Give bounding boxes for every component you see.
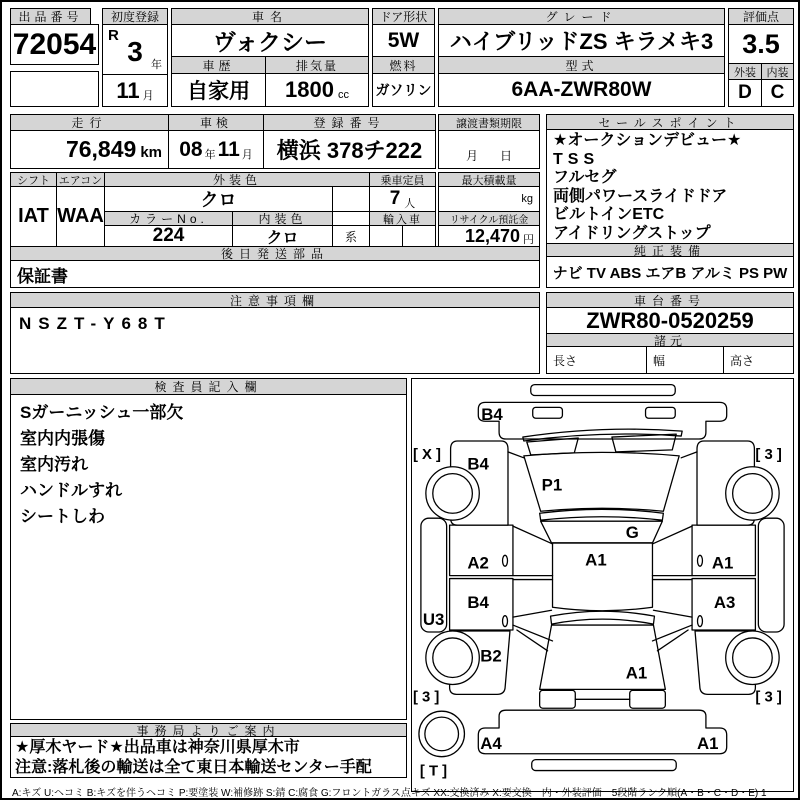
interior-color-value: クロ bbox=[232, 225, 333, 247]
fuel-value: ガソリン bbox=[372, 73, 435, 107]
front-top-strip bbox=[531, 385, 675, 396]
displacement-value-cell bbox=[265, 73, 369, 107]
history-value: 自家用 bbox=[171, 73, 266, 107]
year-unit: 年 bbox=[151, 59, 162, 71]
inspector-note-item: ハンドルすれ bbox=[20, 481, 122, 500]
displacement-header: 排気量 bbox=[265, 56, 369, 74]
door-handle bbox=[698, 616, 703, 627]
damage-code-tailgate: A1 bbox=[625, 663, 648, 683]
model-code-value: 6AA-ZWR80W bbox=[438, 73, 725, 107]
sales-points-header: セールスポイント bbox=[546, 114, 794, 130]
first-registration-month: 11 bbox=[116, 77, 140, 103]
fog-lamp-right bbox=[646, 407, 676, 418]
damage-code-rear-bumper-right: A1 bbox=[697, 733, 719, 753]
inspector-note-item: 室内内張傷 bbox=[20, 429, 105, 448]
spec-width-cell: 幅 bbox=[646, 346, 724, 374]
color-no-header: カラーNo. bbox=[104, 211, 233, 226]
fold-line bbox=[681, 452, 697, 458]
damage-code-quarter-left: B2 bbox=[480, 646, 502, 666]
auction-no-header: 出品番号 bbox=[10, 8, 91, 25]
spare-tire-inner bbox=[425, 717, 459, 751]
later-parts-header: 後日発送部品 bbox=[10, 246, 540, 261]
transfer-docs-header: 譲渡書類期限 bbox=[438, 114, 540, 131]
door-handle bbox=[698, 555, 703, 566]
damage-code-windshield: G bbox=[625, 522, 639, 542]
interior-score-header: 内装 bbox=[761, 63, 794, 80]
office-notice-line: ★厚木ヤード★出品車は神奈川県厚木市 bbox=[15, 739, 300, 756]
displacement-unit: cc bbox=[337, 89, 349, 101]
inspector-note-item: シートしわ bbox=[20, 507, 105, 526]
import-car-cell-2 bbox=[402, 225, 436, 247]
shift-header: シフト bbox=[10, 172, 57, 187]
transfer-docs-cell bbox=[438, 130, 540, 169]
car-name-value: ヴォクシー bbox=[171, 24, 369, 57]
recycle-deposit-unit: 円 bbox=[523, 233, 534, 246]
door-handle bbox=[503, 555, 508, 566]
first-registration-month-cell bbox=[102, 74, 168, 107]
wheel-front-right-inner bbox=[733, 474, 773, 514]
damage-code-hood: P1 bbox=[541, 475, 563, 495]
door-shape-header: ドア形状 bbox=[372, 8, 435, 25]
spec-height-cell: 高さ bbox=[723, 346, 794, 374]
fog-lamp-left bbox=[533, 407, 563, 418]
windshield bbox=[541, 521, 663, 543]
aircon-header: エアコン bbox=[56, 172, 105, 187]
exterior-color-header: 外装色 bbox=[104, 172, 370, 187]
history-header: 車歴 bbox=[171, 56, 266, 74]
wheel-rear-right-inner bbox=[733, 638, 773, 678]
shift-value: IAT bbox=[10, 186, 57, 247]
inspection-year: 08 bbox=[179, 137, 203, 161]
score-value: 3.5 bbox=[728, 24, 794, 64]
grade-header: グレード bbox=[438, 8, 725, 25]
recycle-deposit-value: 12,470 bbox=[464, 225, 520, 246]
interior-color-suffix-cell: 系 bbox=[332, 225, 370, 247]
interior-score-value: C bbox=[761, 79, 794, 107]
office-notice-line: 注意:落札後の輸送は全て東日本輸送センター手配 bbox=[15, 758, 372, 776]
aircon-value: WAA bbox=[56, 186, 105, 247]
inspector-notes-list bbox=[10, 394, 407, 720]
registration-no-value: 横浜 378チ222 bbox=[263, 130, 436, 169]
auction-no-value: 72054 bbox=[10, 24, 99, 65]
registration-no-header: 登録番号 bbox=[263, 114, 436, 131]
exterior-color-value: クロ bbox=[104, 186, 333, 212]
tail-lamp-left bbox=[540, 690, 576, 708]
sales-point-item: フルセグ bbox=[553, 169, 617, 186]
exterior-color-extra-cell bbox=[332, 186, 370, 212]
fold-line bbox=[513, 625, 553, 641]
rear-bottom-strip bbox=[532, 760, 676, 771]
door-handle bbox=[503, 616, 508, 627]
capacity-value: 7 bbox=[389, 188, 401, 209]
fold-line bbox=[508, 452, 524, 458]
recycle-deposit-header: リサイクル預託金 bbox=[438, 211, 540, 226]
notes-header: 注意事項欄 bbox=[10, 292, 540, 308]
tire-code-rear-right: [ 3 ] bbox=[755, 689, 782, 706]
inspection-header: 車検 bbox=[168, 114, 264, 131]
chassis-no-header: 車台番号 bbox=[546, 292, 794, 308]
front-bumper bbox=[478, 402, 726, 439]
sales-points-list bbox=[546, 129, 794, 244]
tail-lamp-right bbox=[630, 690, 666, 708]
capacity-header: 乗車定員 bbox=[369, 172, 436, 187]
mileage-value-cell bbox=[10, 130, 169, 169]
sales-point-item: アイドリングストップ bbox=[553, 224, 711, 242]
sales-point-item: TSS bbox=[553, 150, 600, 168]
month-unit: 月 bbox=[142, 89, 154, 102]
specs-header: 諸元 bbox=[546, 333, 794, 347]
color-no-value: 224 bbox=[104, 225, 233, 247]
first-registration-year: 3 bbox=[127, 35, 143, 67]
transfer-docs-month-label: 月 bbox=[465, 149, 478, 163]
notes-value: NSZT-Y68T bbox=[10, 307, 540, 374]
damage-code-front-door-left: A2 bbox=[467, 553, 489, 573]
auction-no-empty-cell bbox=[10, 71, 99, 107]
damage-code-slide-door-left: B4 bbox=[467, 593, 489, 613]
spec-length-cell: 長さ bbox=[546, 346, 647, 374]
office-notice-header: 事務局よりご案内 bbox=[10, 723, 407, 737]
damage-code-front-door-right: A1 bbox=[711, 553, 734, 573]
rear-bumper bbox=[478, 710, 726, 754]
fold-line bbox=[652, 625, 692, 641]
tire-code-rear-left: [ 3 ] bbox=[412, 689, 440, 706]
tire-code-front-left: [ X ] bbox=[412, 446, 442, 463]
mileage-header: 走行 bbox=[10, 114, 169, 131]
max-load-unit: kg bbox=[521, 193, 533, 205]
max-load-cell bbox=[438, 186, 540, 212]
transfer-docs-day-label: 日 bbox=[500, 149, 513, 163]
first-registration-header: 初度登録 bbox=[102, 8, 168, 25]
first-registration-year-cell bbox=[102, 24, 168, 75]
score-header: 評価点 bbox=[728, 8, 794, 25]
wheel-front-left-inner bbox=[433, 474, 473, 514]
headlight-right bbox=[612, 434, 676, 452]
damage-code-rocker-left: U3 bbox=[422, 610, 445, 630]
exterior-score-value: D bbox=[728, 79, 762, 107]
chassis-no-value: ZWR80-0520259 bbox=[546, 307, 794, 334]
inspector-note-item: 室内汚れ bbox=[20, 455, 88, 474]
damage-diagram-panel bbox=[411, 378, 794, 792]
sales-point-item: ★オークションデビュー★ bbox=[553, 132, 742, 149]
grade-value: ハイブリッドZS キラメキ3 bbox=[438, 24, 725, 57]
interior-color-header: 内装色 bbox=[232, 211, 333, 226]
oem-equipment-header: 純正装備 bbox=[546, 243, 794, 257]
later-parts-value: 保証書 bbox=[10, 260, 540, 288]
max-load-header: 最大積載量 bbox=[438, 172, 540, 187]
damage-code-front-bumper: B4 bbox=[481, 405, 503, 425]
capacity-unit: 人 bbox=[404, 197, 416, 210]
car-damage-diagram bbox=[412, 379, 793, 791]
inspection-month: 11 bbox=[217, 137, 240, 161]
capacity-cell bbox=[369, 186, 436, 212]
import-car-header: 輸入車 bbox=[369, 211, 436, 226]
import-car-cell-1 bbox=[369, 225, 403, 247]
inspector-notes-header: 検査員記入欄 bbox=[10, 378, 407, 395]
fold-line bbox=[513, 610, 552, 617]
tire-code-front-right: [ 3 ] bbox=[755, 446, 782, 463]
damage-code-rear-bumper-left: A4 bbox=[480, 733, 502, 753]
inspector-note-item: Sガーニッシュ一部欠 bbox=[20, 403, 184, 422]
fuel-header: 燃料 bbox=[372, 56, 435, 74]
exterior-score-header: 外装 bbox=[728, 63, 762, 80]
fold-line bbox=[653, 610, 692, 617]
car-name-header: 車名 bbox=[171, 8, 369, 25]
damage-code-front-fender-left: B4 bbox=[467, 454, 489, 474]
inspection-value-cell bbox=[168, 130, 264, 169]
era-mark: R bbox=[108, 27, 119, 44]
damage-code-roof: A1 bbox=[585, 550, 607, 570]
tire-code-spare: [ T ] bbox=[419, 763, 448, 780]
damage-code-slide-door-right: A3 bbox=[713, 593, 736, 613]
sales-point-item: 両側パワースライドドア bbox=[553, 187, 728, 205]
inspection-month-unit: 月 bbox=[241, 148, 253, 161]
rocker-panel-right bbox=[758, 518, 784, 632]
wheel-rear-left-inner bbox=[433, 638, 473, 678]
fold-line bbox=[513, 526, 553, 544]
sales-point-item: ビルトインETC bbox=[553, 206, 665, 223]
recycle-deposit-cell bbox=[438, 225, 540, 247]
rear-glass bbox=[551, 611, 655, 624]
oem-equipment-value: ナビ TV ABS エアB アルミ PS PW bbox=[546, 256, 794, 288]
damage-code-legend: A:キズ U:ヘコミ B:キズを伴うヘコミ P:要塗装 W:補修跡 S:錆 C:腐食 G:フロントガラス点キズ XX:交換済み X:要交換 内・外装評価 5段階ランク順(A・B・C・D・E) 1 bbox=[12, 788, 767, 799]
model-code-header: 型式 bbox=[438, 56, 725, 74]
mileage-value: 76,849 bbox=[65, 136, 137, 162]
cowl-strip bbox=[540, 509, 664, 520]
mileage-unit: km bbox=[140, 144, 162, 161]
displacement-value: 1800 bbox=[285, 77, 334, 102]
inspection-year-unit: 年 bbox=[204, 148, 216, 161]
door-shape-value: 5W bbox=[372, 24, 435, 57]
office-notice-body bbox=[10, 736, 407, 778]
